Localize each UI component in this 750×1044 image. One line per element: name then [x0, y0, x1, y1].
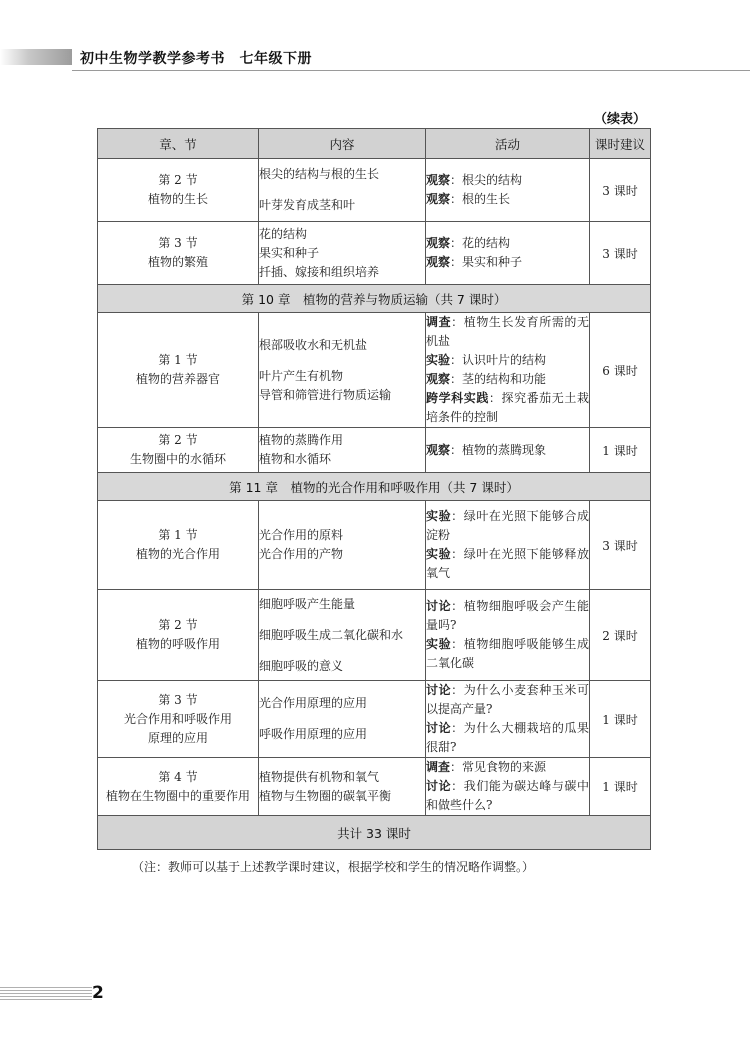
activity-item	[426, 253, 589, 272]
content-cell	[259, 501, 426, 590]
content-item: 果实和种子	[259, 245, 320, 260]
hours-cell: 3 课时	[590, 222, 651, 285]
header-cell-content: 内容	[259, 129, 426, 159]
content-item: 花的结构	[259, 226, 308, 241]
chapter-heading: 第 10 章 植物的营养与物质运输（共 7 课时）	[98, 285, 651, 313]
section-cell	[98, 313, 259, 428]
activity-item	[426, 545, 589, 583]
activity-tag: 讨论	[426, 683, 452, 697]
activity-tag: 实验	[426, 353, 451, 367]
content-cell	[259, 590, 426, 681]
section-title: 植物的生长	[147, 192, 208, 206]
section-cell	[98, 758, 259, 816]
activity-item	[426, 681, 589, 719]
section-number: 第 1 节	[158, 353, 198, 367]
content-item: 光合作用的原料	[259, 528, 344, 542]
activity-cell	[426, 313, 590, 428]
activity-text: ：认识叶片的结构	[450, 353, 547, 367]
section-title: 光合作用和呼吸作用	[123, 711, 232, 726]
content-item: 细胞呼吸生成二氧化碳和水	[259, 627, 404, 642]
content-cell	[259, 313, 426, 428]
hours-cell: 1 课时	[590, 681, 651, 758]
activity-item	[426, 777, 589, 815]
table-row	[98, 313, 651, 428]
hours-cell: 3 课时	[590, 159, 651, 222]
activity-item	[426, 351, 589, 370]
content-cell	[259, 758, 426, 816]
content-item: 叶芽发育成茎和叶	[259, 198, 356, 212]
content-item: 扦插、嫁接和组织培养	[259, 264, 380, 279]
content-item: 叶片产生有机物	[259, 368, 344, 383]
activity-text: ：绿叶在光照下能够释放氧气	[426, 547, 589, 580]
section-cell	[98, 501, 259, 590]
activity-text: ：花的结构	[450, 236, 511, 250]
table-row	[98, 681, 651, 758]
section-number: 第 2 节	[158, 433, 198, 447]
hours-cell: 6 课时	[590, 313, 651, 428]
content-item: 导管和筛管进行物质运输	[259, 387, 392, 402]
total-hours: 共计 33 课时	[98, 816, 651, 850]
footnote: （注：教师可以基于上述教学课时建议，根据学校和学生的情况略作调整。）	[132, 860, 535, 874]
content-cell	[259, 428, 426, 473]
activity-item	[426, 441, 589, 460]
content-item: 根部吸收水和无机盐	[259, 337, 368, 352]
section-title: 植物的呼吸作用	[135, 637, 220, 651]
content-cell	[259, 681, 426, 758]
header-cell-section: 章、节	[98, 129, 259, 159]
chapter-row	[98, 473, 651, 501]
activity-item	[426, 597, 589, 635]
activity-tag: 观察	[426, 442, 451, 457]
section-cell	[98, 428, 259, 473]
section-cell	[98, 681, 259, 758]
table-row	[98, 159, 651, 222]
activity-item	[426, 635, 589, 673]
section-cell	[98, 222, 259, 285]
table-header-row	[98, 129, 651, 159]
section-title: 原理的应用	[147, 730, 208, 745]
page-number: 2	[92, 983, 104, 1003]
activity-item	[426, 313, 589, 351]
section-number: 第 2 节	[158, 173, 198, 187]
activity-tag: 实验	[426, 637, 452, 651]
activity-item	[426, 758, 589, 777]
activity-tag: 观察	[426, 236, 451, 250]
activity-tag: 观察	[426, 372, 451, 386]
content-cell	[259, 159, 426, 222]
hours-cell: 2 课时	[590, 590, 651, 681]
content-item: 光合作用原理的应用	[259, 696, 368, 710]
content-item: 植物和水循环	[259, 452, 332, 466]
section-title: 植物在生物圈中的重要作用	[105, 788, 250, 803]
content-item: 呼吸作用原理的应用	[259, 727, 368, 741]
section-cell	[98, 590, 259, 681]
activity-text: ：果实和种子	[450, 255, 523, 269]
activity-item	[426, 190, 589, 209]
section-number: 第 4 节	[158, 769, 198, 784]
section-title: 植物的繁殖	[147, 255, 208, 269]
activity-tag: 调查	[426, 760, 451, 774]
activity-text: ：为什么小麦套种玉米可以提高产量?	[426, 683, 589, 716]
activity-tag: 讨论	[426, 721, 452, 735]
activity-item	[426, 234, 589, 253]
activity-item	[426, 370, 589, 389]
activity-tag: 实验	[426, 547, 452, 561]
activity-tag: 讨论	[426, 599, 452, 613]
total-row	[98, 816, 651, 850]
section-number: 第 3 节	[158, 236, 198, 250]
activity-text: ：植物的蒸腾现象	[450, 442, 547, 457]
activity-text: ：根尖的结构	[450, 173, 523, 187]
section-title: 生物圈中的水循环	[129, 452, 226, 466]
header-rule	[72, 70, 750, 71]
activity-cell	[426, 428, 590, 473]
activity-text: ：植物生长发育所需的无机盐	[426, 315, 589, 348]
activity-text: ：茎的结构和功能	[450, 372, 547, 386]
curriculum-table	[97, 128, 651, 850]
content-item: 细胞呼吸的意义	[259, 658, 344, 673]
activity-tag: 观察	[426, 255, 451, 269]
section-title: 植物的光合作用	[135, 547, 220, 561]
activity-tag: 观察	[426, 173, 451, 187]
header-gradient-bar	[0, 49, 72, 65]
running-header-title: 初中生物学教学参考书 七年级下册	[80, 51, 312, 67]
section-number: 第 1 节	[158, 528, 198, 542]
table-row	[98, 590, 651, 681]
chapter-row	[98, 285, 651, 313]
header-cell-hours: 课时建议	[590, 129, 651, 159]
header-cell-activity: 活动	[426, 129, 590, 159]
activity-cell	[426, 681, 590, 758]
activity-text: ：绿叶在光照下能够合成淀粉	[426, 509, 589, 542]
activity-item	[426, 389, 589, 427]
section-number: 第 3 节	[158, 692, 198, 707]
activity-text: ：常见食物的来源	[450, 760, 547, 774]
chapter-heading: 第 11 章 植物的光合作用和呼吸作用（共 7 课时）	[98, 473, 651, 501]
activity-text: ：植物细胞呼吸会产生能量吗?	[426, 599, 589, 632]
table-row	[98, 501, 651, 590]
activity-tag: 跨学科实践	[426, 391, 489, 405]
content-item: 细胞呼吸产生能量	[259, 596, 356, 611]
hours-cell: 3 课时	[590, 501, 651, 590]
running-header	[0, 42, 750, 72]
content-item: 植物提供有机物和氧气	[259, 769, 380, 784]
footer-stripe-decoration	[0, 987, 92, 1001]
section-number: 第 2 节	[158, 618, 198, 632]
table-row	[98, 758, 651, 816]
activity-text: ：植物细胞呼吸能够生成二氧化碳	[426, 637, 589, 670]
hours-cell: 1 课时	[590, 428, 651, 473]
activity-tag: 调查	[426, 315, 452, 329]
activity-item	[426, 507, 589, 545]
activity-item	[426, 719, 589, 757]
table-row	[98, 428, 651, 473]
activity-tag: 观察	[426, 192, 451, 206]
activity-text: ：为什么大棚栽培的瓜果很甜?	[426, 721, 589, 754]
section-title: 植物的营养器官	[135, 372, 220, 386]
continued-label: （续表）	[593, 112, 646, 127]
activity-cell	[426, 590, 590, 681]
activity-text: ：探究番茄无土栽培条件的控制	[426, 391, 589, 424]
activity-cell	[426, 222, 590, 285]
hours-cell: 1 课时	[590, 758, 651, 816]
content-cell	[259, 222, 426, 285]
section-cell	[98, 159, 259, 222]
activity-tag: 实验	[426, 509, 452, 523]
content-item: 植物的蒸腾作用	[259, 433, 344, 447]
activity-item	[426, 171, 589, 190]
activity-text: ：我们能为碳达峰与碳中和做些什么?	[426, 779, 589, 812]
activity-text: ：根的生长	[450, 192, 511, 206]
content-item: 根尖的结构与根的生长	[259, 167, 380, 181]
activity-cell	[426, 758, 590, 816]
content-item: 植物与生物圈的碳氧平衡	[259, 788, 392, 803]
activity-cell	[426, 501, 590, 590]
activity-tag: 讨论	[426, 779, 452, 793]
content-item: 光合作用的产物	[259, 547, 344, 561]
table-row	[98, 222, 651, 285]
activity-cell	[426, 159, 590, 222]
